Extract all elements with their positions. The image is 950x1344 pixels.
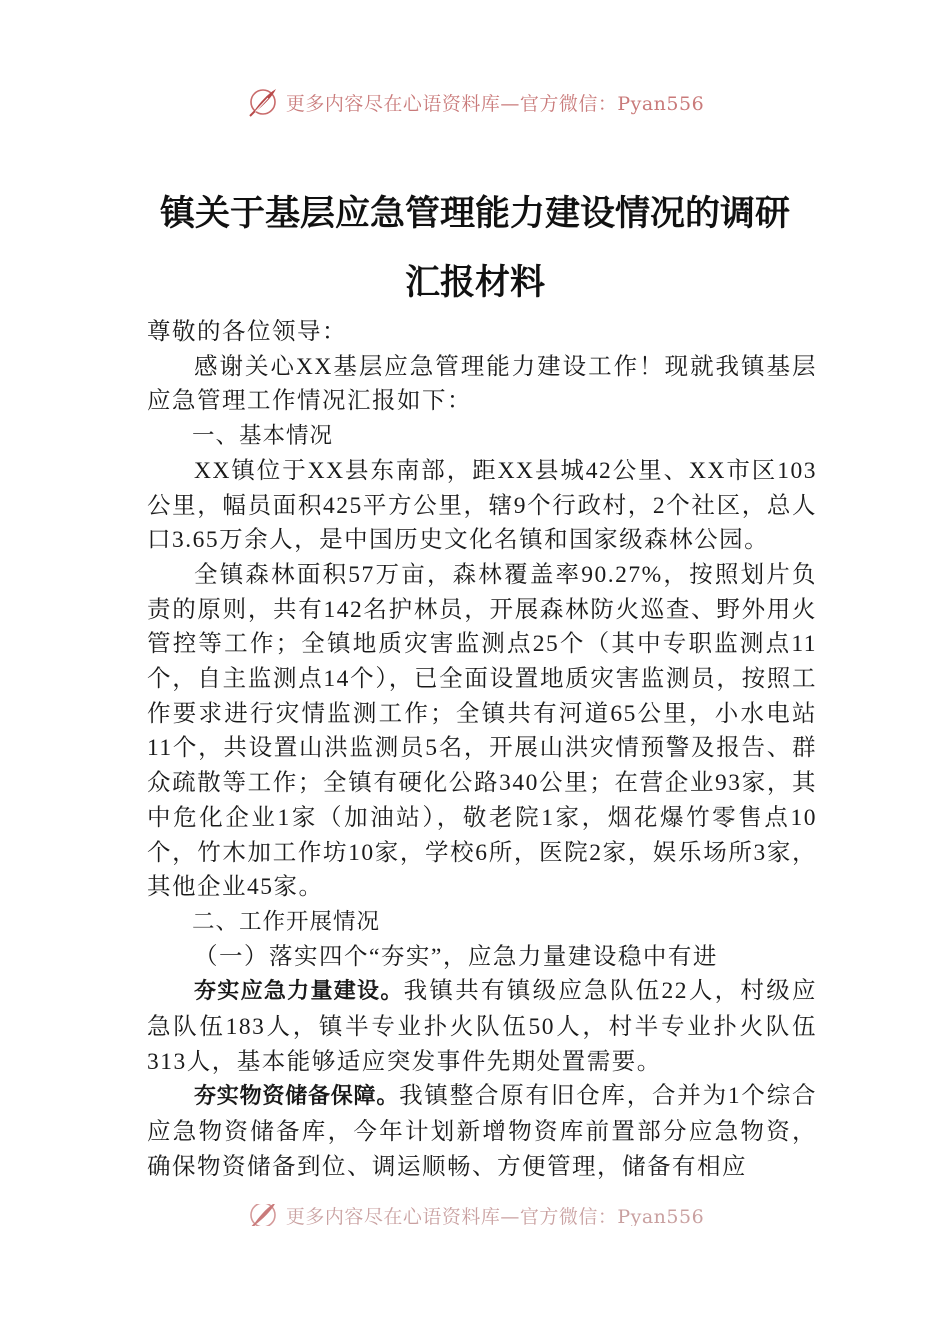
paragraph-emergency-forces-lead: 夯实应急力量建设。 [194, 979, 404, 1005]
greeting: 尊敬的各位领导： [147, 319, 347, 345]
document-body [147, 315, 817, 1185]
section-1-paragraph-1: XX镇位于XX县东南部，距XX县城42公里、XX市区103公里，幅员面积425平方公里，辖9个行政村，2个社区，总人口3.65万余人，是中国历史文化名镇和国家级森林公园。 [147, 457, 817, 554]
watermark-text: 更多内容尽在心语资料库—官方微信：Pyan556 [285, 92, 705, 115]
document-title-line-1: 镇关于基层应急管理能力建设情况的调研 [159, 193, 790, 234]
paragraph-emergency-forces [147, 974, 817, 1079]
paragraph-material-reserves [147, 1079, 817, 1184]
feather-pen-icon [246, 1204, 280, 1226]
section-2-heading: 二、工作开展情况 [192, 908, 381, 935]
section-1-heading: 一、基本情况 [192, 423, 334, 450]
feather-pen-icon [246, 85, 280, 119]
paragraph-emergency-forces-body: 我镇共有镇级应急队伍22人，村级应急队伍183人，镇半专业扑火队伍50人，村半专业扑火队伍313人，基本能够适应突发事件先期处置需要。 [147, 978, 817, 1075]
section-2-subheading-1: （一）落实四个“夯实”，应急力量建设稳中有进 [194, 943, 718, 970]
intro-paragraph: 感谢关心XX基层应急管理能力建设工作！现就我镇基层应急管理工作情况汇报如下： [147, 353, 817, 415]
watermark-banner-bottom [0, 1204, 950, 1226]
paragraph-material-reserves-body: 我镇整合原有旧仓库，合并为1个综合应急物资储备库，今年计划新增物资库前置部分应急物资，确保物资储备到位、调运顺畅、方便管理，储备有相应 [147, 1083, 817, 1180]
paragraph-material-reserves-lead: 夯实物资储备保障。 [194, 1084, 400, 1110]
section-1-paragraph-2: 全镇森林面积57万亩，森林覆盖率90.27%，按照划片负责的原则，共有142名护林员，开展森林防火巡查、野外用火管控等工作；全镇地质灾害监测点25个（其中专职监测点11个，自主监测点14个），已全面设置地质灾害监测员，按照工作要求进行灾情监测工作；全镇共有河道65公里，小水电站11个，共设置山洪监测员5名，开展山洪灾情预警及报告、群众疏散等工作；全镇有硬化公路340公里；在营企业93家，其中危化企业1家（加油站），敬老院1家，烟花爆竹零售点10个，竹木加工作坊10家，学校6所，医院2家，娱乐场所3家，其他企业45家。 [147, 561, 817, 901]
document-title-line-2: 汇报材料 [404, 262, 545, 303]
watermark-banner-top [0, 82, 950, 122]
watermark-text-bottom: 更多内容尽在心语资料库—官方微信：Pyan556 [285, 1205, 705, 1226]
